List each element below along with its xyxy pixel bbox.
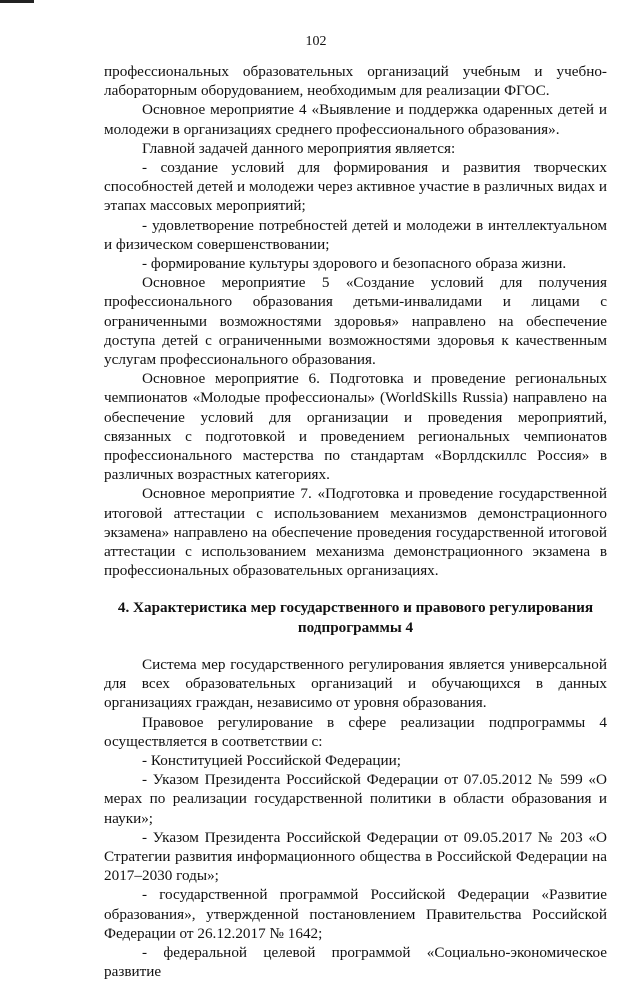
page-number: 102 bbox=[305, 34, 327, 49]
paragraph: Основное мероприятие 5 «Создание условий для получения профессионального образования детьми-инвалидами и лицами с ограниченными возможностями здоровья» направлено на обеспечение доступа детей с ограниченными возможностями здоровья к качественным услугам профессионального образования. bbox=[104, 274, 607, 369]
paragraph: Главной задачей данного мероприятия является: bbox=[142, 139, 456, 157]
paragraph: - создание условий для формирования и развития творческих способностей детей и молодежи через активное участие в различных видах и этапах массовых мероприятий; bbox=[104, 159, 607, 215]
paragraph: профессиональных образовательных организаций учебным и учебно-лабораторным оборудованием, необходимым для реализации ФГОС. bbox=[104, 63, 607, 100]
paragraph: - формирование культуры здорового и безопасного образа жизни. bbox=[142, 255, 567, 273]
section-heading-line2: подпрограммы 4 bbox=[297, 618, 414, 636]
scan-corner-mark bbox=[0, 0, 34, 3]
paragraph: Система мер государственного регулирования является универсальной для всех образовательных организаций и обучающихся в данных организациях граждан, независимо от уровня образования. bbox=[104, 655, 607, 712]
paragraph: - федеральной целевой программой «Социально-экономическое развитие bbox=[104, 943, 607, 981]
paragraph: - Указом Президента Российской Федерации от 07.05.2012 № 599 «О мерах по реализации государственной политики в области образования и науки»; bbox=[104, 771, 607, 827]
section-heading bbox=[104, 598, 607, 636]
paragraphs-after-heading bbox=[104, 655, 607, 981]
paragraph: Основное мероприятие 7. «Подготовка и проведение государственной итоговой аттестации с использованием механизмов демонстрационного экзамена» направлено на обеспечение проведения государственной итоговой аттестации с использованием механизма демонстрационного экзамена в профессиональных образовательных организациях. bbox=[104, 485, 607, 580]
paragraph: Основное мероприятие 4 «Выявление и поддержка одаренных детей и молодежи в организациях среднего профессионального образования». bbox=[104, 101, 607, 138]
paragraph: Основное мероприятие 6. Подготовка и проведение региональных чемпионатов «Молодые профессионалы» (WorldSkills Russia) направлено на обеспечение условий для организации и проведения мероприятий, связанных с подготовкой и проведением региональных чемпионатов профессионального мастерства по стандартам «Ворлдскиллс Россия» в различных возрастных категориях. bbox=[104, 370, 607, 484]
paragraph: Правовое регулирование в сфере реализации подпрограммы 4 осуществляется в соответствии с: bbox=[104, 713, 607, 750]
paragraphs-before-heading bbox=[104, 62, 607, 580]
section-heading-line1: 4. Характеристика мер государственного и правового регулирования bbox=[117, 599, 594, 617]
paragraph: - государственной программой Российской Федерации «Развитие образования», утвержденной постановлением Правительства Российской Федерации от 26.12.2017 № 1642; bbox=[104, 886, 607, 942]
document-body bbox=[104, 62, 607, 981]
paragraph: - Конституцией Российской Федерации; bbox=[142, 751, 401, 769]
paragraph: - удовлетворение потребностей детей и молодежи в интеллектуальном и физическом совершенствовании; bbox=[104, 216, 607, 253]
paragraph: - Указом Президента Российской Федерации от 09.05.2017 № 203 «О Стратегии развития информационного общества в Российской Федерации на 2017–2030 годы»; bbox=[104, 828, 607, 885]
